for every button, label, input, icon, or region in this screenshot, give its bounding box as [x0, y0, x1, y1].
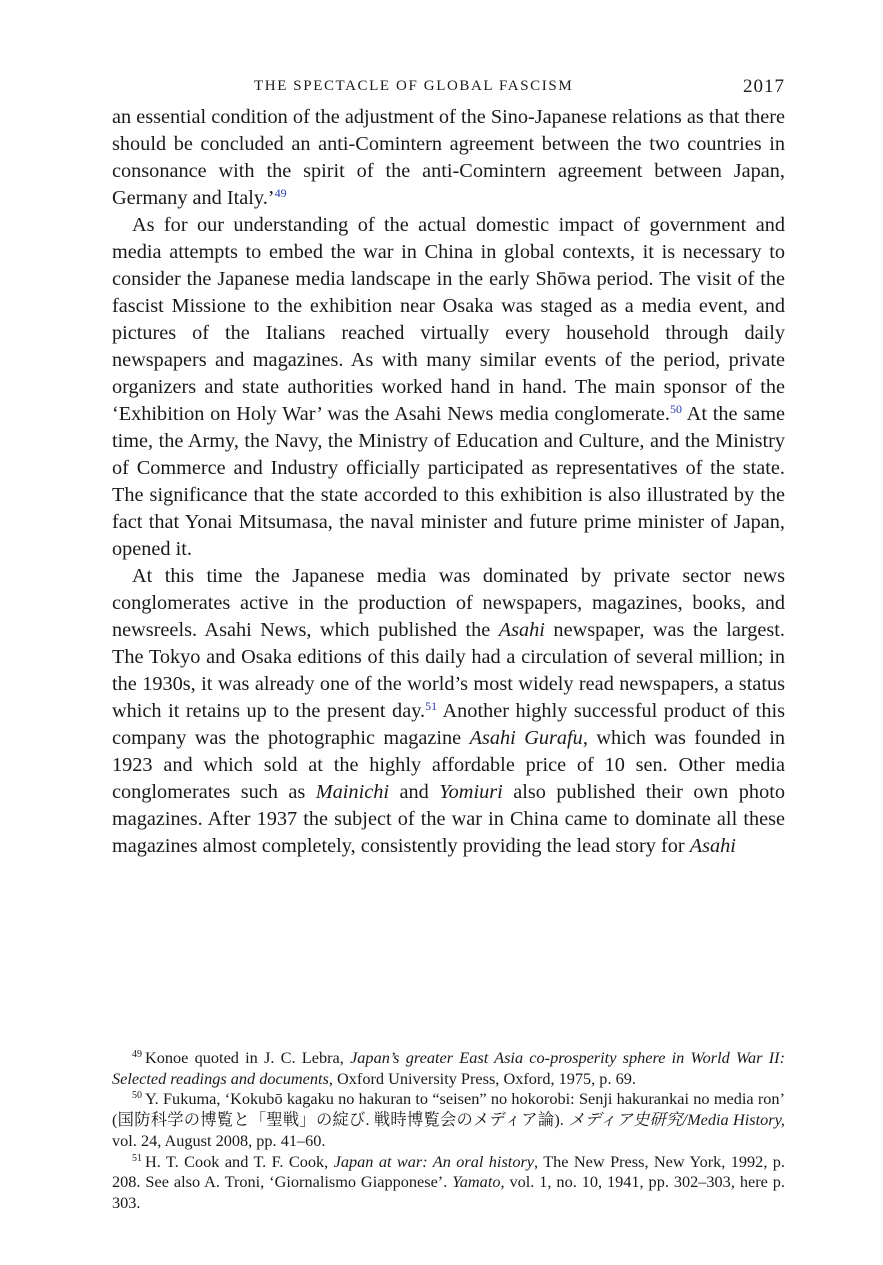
text-run: also published their own photo magazines. After 1937 the subject of the war in China came to dominate all these magazines almost completely, consistently providing the lead story for [112, 781, 785, 857]
text-run: Another highly successful product of this company was the photographic magazine [112, 700, 785, 749]
text-run: , Oxford University Press, Oxford, 1975, p. 69. [328, 1068, 636, 1088]
footnote [112, 1048, 785, 1089]
running-title: THE SPECTACLE OF GLOBAL FASCISM [254, 78, 574, 94]
text-run: vol. 24, August 2008, pp. 41–60. [112, 1130, 326, 1150]
text-run: , vol. 1, no. 10, 1941, pp. 302–303, here p. 303. [112, 1172, 785, 1212]
page-number: 2017 [743, 76, 785, 97]
text-run: , The New Press, New York, 1992, p. 208. See also A. Troni, ‘Giornalismo Giapponese’. [112, 1151, 786, 1192]
footnote-number: 49 [132, 1049, 142, 1060]
text-run: Y. Fukuma, ‘Kokubō kagaku no hakuran to “seisen” no hokorobi: Senji hakurankai no media ron’ (国防科学の博覧と「聖戦」の綻び. 戦時博覧会のメディア論). [112, 1089, 785, 1130]
body-text [112, 104, 785, 860]
running-head [112, 74, 785, 104]
body-paragraph [112, 563, 785, 860]
text-run: and [389, 781, 440, 803]
italic-text: メディア史研究/Media History, [568, 1110, 785, 1130]
footnote [112, 1152, 785, 1214]
text-run: Konoe quoted in J. C. Lebra, [145, 1048, 351, 1067]
text-run: At this time the Japanese media was dominated by private sector news conglomerates active in the production of newspapers, magazines, books, and newsreels. Asahi News, which published the [112, 565, 785, 641]
footnote-number: 51 [132, 1152, 142, 1164]
italic-text: Asahi Gurafu [469, 727, 583, 749]
text-run: H. T. Cook and T. F. Cook, [145, 1151, 334, 1171]
text-run: an essential condition of the adjustment of the Sino-Japanese relations as that there should be concluded an anti-Comintern agreement between the two countries in consonance with the spirit of the anti-Comintern agreement between Japan, Germany and Italy.’ [112, 106, 785, 209]
italic-text: Mainichi [315, 781, 389, 803]
italic-text: Japan’s greater East Asia co-prosperity sphere in World War II: Selected readings and documents [112, 1048, 785, 1088]
italic-text: Japan at war: An oral history [333, 1151, 535, 1171]
text-run: , which was founded in 1923 and which sold at the highly affordable price of 10 sen. Other media conglomerates such as [112, 727, 785, 803]
body-paragraph [112, 212, 785, 563]
footnote-reference: 50 [670, 402, 682, 416]
footnote [112, 1089, 785, 1151]
footnotes [112, 1048, 785, 1214]
italic-text: Asahi [689, 835, 736, 857]
footnote-reference: 51 [425, 699, 438, 713]
italic-text: Asahi [498, 619, 545, 641]
body-paragraph [112, 104, 785, 212]
italic-text: Yomiuri [439, 781, 503, 803]
footnote-number: 50 [132, 1090, 142, 1102]
text-run: As for our understanding of the actual domestic impact of government and media attempts to embed the war in China in global contexts, it is necessary to consider the Japanese media landscape in the early Shōwa period. The visit of the fascist Missione to the exhibition near Osaka was staged as a media event, and pictures of the Italians reached virtually every household through daily newspapers and magazines. As with many similar events of the period, private organizers and state authorities worked hand in hand. The main sponsor of the ‘Exhibition on Holy War’ was the Asahi News media conglomerate. [112, 214, 785, 425]
text-run: At the same time, the Army, the Navy, the Ministry of Education and Culture, and the Ministry of Commerce and Industry officially participated as representatives of the state. The significance that the state accorded to this exhibition is also illustrated by the fact that Yonai Mitsumasa, the naval minister and future prime minister of Japan, opened it. [112, 403, 785, 560]
italic-text: Yamato [452, 1172, 501, 1192]
page-content [112, 74, 785, 860]
text-run: newspaper, was the largest. The Tokyo and Osaka editions of this daily had a circulation of several million; in the 1930s, it was already one of the world’s most widely read newspapers, a status which it retains up to the present day. [112, 619, 785, 722]
footnote-reference: 49 [274, 186, 287, 200]
